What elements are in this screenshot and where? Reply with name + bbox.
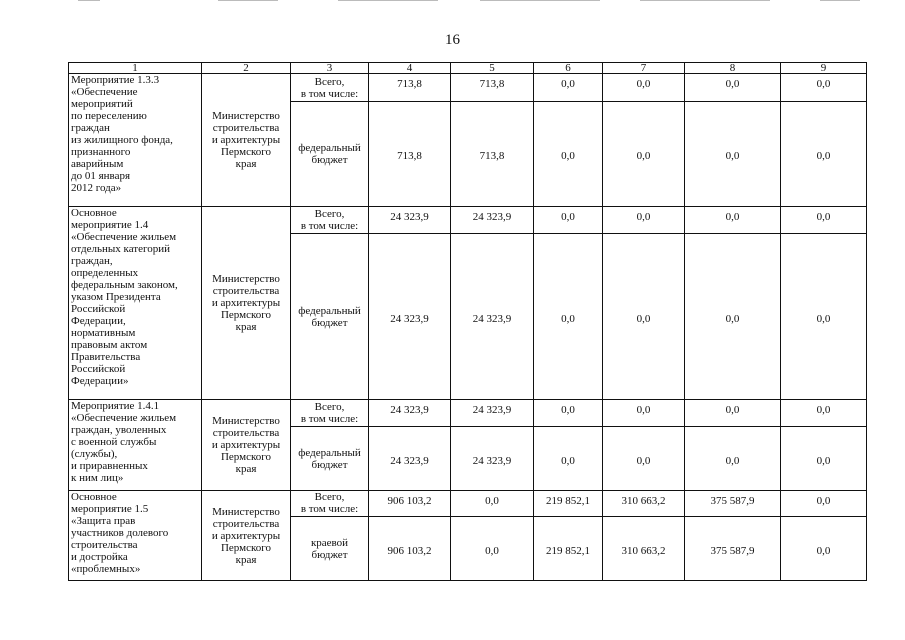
amount-cell: 0,0 <box>685 400 781 427</box>
amount-cell: 0,0 <box>685 207 781 234</box>
amount-cell: 0,0 <box>781 74 867 102</box>
entry-total-row <box>69 74 867 102</box>
measure-name: Мероприятие 1.4.1 «Обеспечение жильем граждан, уволенных с военной службы (службы), и приравненных к ним лиц» <box>69 400 202 491</box>
amount-cell: 0,0 <box>603 102 685 207</box>
amount-cell: 0,0 <box>685 74 781 102</box>
amount-cell: 0,0 <box>781 427 867 491</box>
amount-cell: 0,0 <box>451 517 534 581</box>
amount-cell: 0,0 <box>781 102 867 207</box>
amount-cell: 310 663,2 <box>603 491 685 517</box>
measure-name: Основное мероприятие 1.4 «Обеспечение жильем отдельных категорий граждан, определенных федеральным законом, указом Президента Российской Федерации, нормативным правовым актом Правительства Российской Федерации» <box>69 207 202 400</box>
amount-cell: 713,8 <box>451 102 534 207</box>
measure-name: Основное мероприятие 1.5 «Защита прав участников долевого строительства и достройка «проблемных» <box>69 491 202 581</box>
amount-cell: 0,0 <box>534 400 603 427</box>
amount-cell: 906 103,2 <box>369 491 451 517</box>
amount-cell: 375 587,9 <box>685 491 781 517</box>
executor-name: Министерство строительства и архитектуры Пермского края <box>202 74 291 207</box>
amount-cell: 0,0 <box>603 74 685 102</box>
amount-cell: 713,8 <box>451 74 534 102</box>
amount-cell: 0,0 <box>534 74 603 102</box>
column-number: 7 <box>603 63 685 74</box>
amount-cell: 0,0 <box>534 234 603 400</box>
amount-cell: 0,0 <box>781 207 867 234</box>
amount-cell: 0,0 <box>685 234 781 400</box>
page-number: 16 <box>445 32 460 48</box>
column-number: 1 <box>69 63 202 74</box>
amount-cell: 24 323,9 <box>451 400 534 427</box>
funding-total-label: Всего, в том числе: <box>291 491 369 517</box>
measure-name: Мероприятие 1.3.3 «Обеспечение мероприятий по переселению граждан из жилищного фонда, признанного аварийным до 01 января 2012 года» <box>69 74 202 207</box>
amount-cell: 24 323,9 <box>451 234 534 400</box>
funding-source-label: федеральный бюджет <box>291 102 369 207</box>
amount-cell: 0,0 <box>603 427 685 491</box>
amount-cell: 0,0 <box>603 234 685 400</box>
funding-source-label: федеральный бюджет <box>291 427 369 491</box>
budget-table <box>68 62 867 581</box>
column-number: 6 <box>534 63 603 74</box>
funding-total-label: Всего, в том числе: <box>291 400 369 427</box>
column-number: 2 <box>202 63 291 74</box>
column-number: 4 <box>369 63 451 74</box>
amount-cell: 0,0 <box>685 427 781 491</box>
amount-cell: 0,0 <box>451 491 534 517</box>
column-number: 5 <box>451 63 534 74</box>
entry-total-row <box>69 207 867 234</box>
executor-name: Министерство строительства и архитектуры Пермского края <box>202 400 291 491</box>
funding-total-label: Всего, в том числе: <box>291 207 369 234</box>
executor-name: Министерство строительства и архитектуры Пермского края <box>202 491 291 581</box>
amount-cell: 24 323,9 <box>369 207 451 234</box>
amount-cell: 375 587,9 <box>685 517 781 581</box>
amount-cell: 0,0 <box>603 400 685 427</box>
amount-cell: 0,0 <box>781 517 867 581</box>
amount-cell: 0,0 <box>781 400 867 427</box>
amount-cell: 0,0 <box>534 427 603 491</box>
amount-cell: 713,8 <box>369 102 451 207</box>
amount-cell: 24 323,9 <box>369 427 451 491</box>
amount-cell: 24 323,9 <box>451 427 534 491</box>
column-number: 9 <box>781 63 867 74</box>
amount-cell: 219 852,1 <box>534 517 603 581</box>
column-number: 8 <box>685 63 781 74</box>
amount-cell: 24 323,9 <box>369 400 451 427</box>
amount-cell: 0,0 <box>781 234 867 400</box>
amount-cell: 0,0 <box>685 102 781 207</box>
funding-total-label: Всего, в том числе: <box>291 74 369 102</box>
executor-name: Министерство строительства и архитектуры Пермского края <box>202 207 291 400</box>
column-number-row <box>69 63 867 74</box>
amount-cell: 0,0 <box>603 207 685 234</box>
funding-source-label: федеральный бюджет <box>291 234 369 400</box>
funding-source-label: краевой бюджет <box>291 517 369 581</box>
amount-cell: 219 852,1 <box>534 491 603 517</box>
amount-cell: 24 323,9 <box>451 207 534 234</box>
entry-total-row <box>69 400 867 427</box>
amount-cell: 24 323,9 <box>369 234 451 400</box>
amount-cell: 906 103,2 <box>369 517 451 581</box>
entry-total-row <box>69 491 867 517</box>
column-number: 3 <box>291 63 369 74</box>
amount-cell: 0,0 <box>781 491 867 517</box>
amount-cell: 0,0 <box>534 102 603 207</box>
amount-cell: 0,0 <box>534 207 603 234</box>
amount-cell: 310 663,2 <box>603 517 685 581</box>
amount-cell: 713,8 <box>369 74 451 102</box>
